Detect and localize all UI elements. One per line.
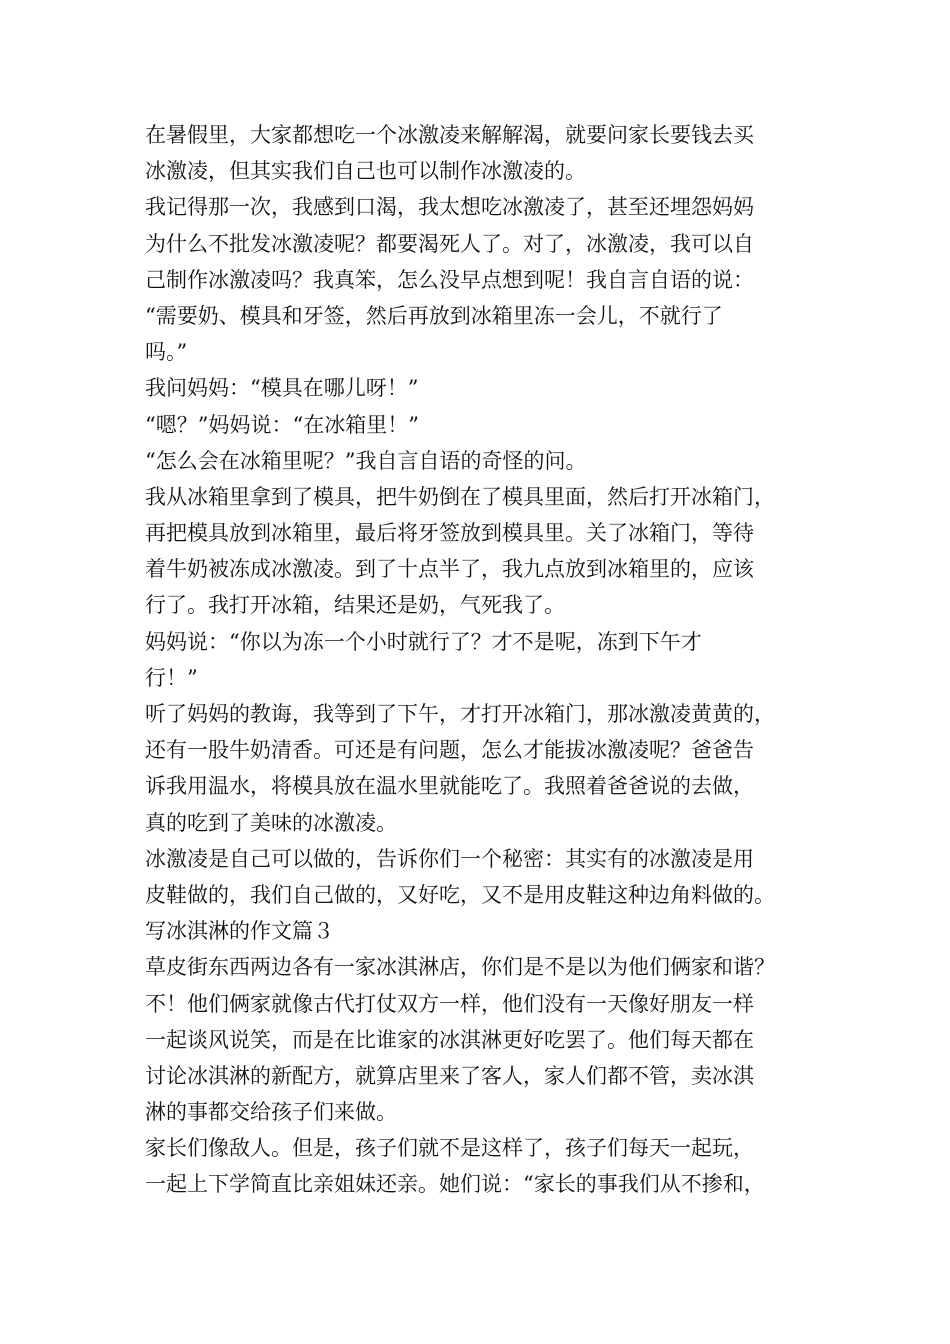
text-line: 行了。我打开冰箱，结果还是奶，气死我了。 (145, 593, 565, 618)
text-line: 还有一股牛奶清香。可还是有问题，怎么才能拔冰激凌呢？爸爸告 (145, 738, 754, 763)
text-line: 我从冰箱里拿到了模具，把牛奶倒在了模具里面，然后打开冰箱门， (145, 484, 775, 509)
text-line: 在暑假里，大家都想吃一个冰激凌来解解渴，就要问家长要钱去买 (145, 123, 754, 147)
text-line: 听了妈妈的教诲，我等到了下午，才打开冰箱门，那冰激凌黄黄的， (145, 702, 775, 726)
essay-text (145, 117, 815, 1203)
text-line: 一起谈风说笑，而是在比谁家的冰淇淋更好吃罢了。他们每天都在 (145, 1027, 754, 1052)
text-line: 行！” (145, 665, 198, 690)
text-line: 草皮街东西两边各有一家冰淇淋店，你们是不是以为他们俩家和谐？ (145, 955, 775, 980)
text-line: 皮鞋做的，我们自己做的，又好吃，又不是用皮鞋这种边角料做的。 (145, 882, 775, 907)
text-line: 冰激凌，但其实我们自己也可以制作冰激凌的。 (145, 159, 586, 184)
text-line: 吗。” (145, 340, 188, 365)
text-line: 冰激凌是自己可以做的，告诉你们一个秘密：其实有的冰激凌是用 (145, 846, 754, 871)
text-line: 一起上下学简直比亲姐妹还亲。她们说：“家长的事我们从不掺和， (145, 1172, 765, 1197)
text-line: 我问妈妈：“模具在哪儿呀！” (145, 376, 419, 401)
text-line: “怎么会在冰箱里呢？”我自言自语的奇怪的问。 (145, 448, 587, 473)
text-line: 不！他们俩家就像古代打仗双方一样，他们没有一天像好朋友一样 (145, 991, 754, 1016)
text-line: 家长们像敌人。但是，孩子们就不是这样了，孩子们每天一起玩， (145, 1136, 754, 1161)
text-line: 淋的事都交给孩子们来做。 (145, 1100, 397, 1125)
text-line: 真的吃到了美味的冰激凌。 (145, 810, 397, 835)
text-line: 讨论冰淇淋的新配方，就算店里来了客人，家人们都不管，卖冰淇 (145, 1063, 754, 1088)
text-line: 己制作冰激凌吗？我真笨，怎么没早点想到呢！我自言自语的说： (145, 267, 754, 292)
text-line: 再把模具放到冰箱里，最后将牙签放到模具里。关了冰箱门，等待 (145, 521, 754, 546)
text-line: 妈妈说：“你以为冻一个小时就行了？才不是呢，冻到下午才 (145, 629, 702, 654)
text-line: “嗯？”妈妈说：“在冰箱里！” (145, 412, 419, 437)
text-line: “需要奶、模具和牙签，然后再放到冰箱里冻一会儿，不就行了 (145, 303, 723, 328)
text-line: 诉我用温水，将模具放在温水里就能吃了。我照着爸爸说的去做， (145, 774, 754, 799)
text-line: 着牛奶被冻成冰激凌。到了十点半了，我九点放到冰箱里的，应该 (145, 557, 754, 582)
section-heading: 写冰淇淋的作文篇３ (145, 919, 334, 944)
text-line: 我记得那一次，我感到口渴，我太想吃冰激凌了，甚至还埋怨妈妈 (145, 195, 754, 220)
text-line: 为什么不批发冰激凌呢？都要渴死人了。对了，冰激凌，我可以自 (145, 231, 754, 256)
